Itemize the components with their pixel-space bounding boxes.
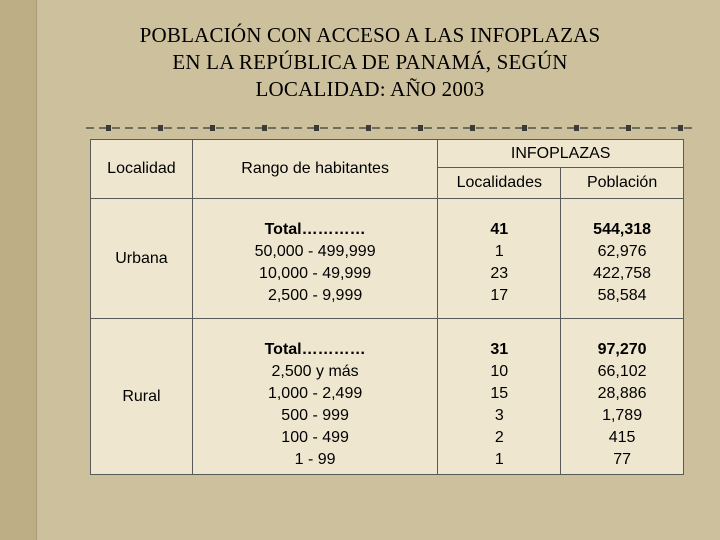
rural-poblacion-4: 415 [608,429,636,446]
urbana-rango-1: 50,000 - 499,999 [254,243,376,260]
urbana-poblacion-3: 58,584 [597,287,647,304]
urbana-localidades-0: 41 [490,221,509,238]
urbana-poblacion-2: 422,758 [593,265,652,282]
rural-rango-5: 1 - 99 [294,451,336,468]
header-localidades: Localidades [438,168,561,199]
rural-localidades-4: 2 [494,429,504,446]
group-name-rural: Rural [91,319,193,475]
urbana-localidades-2: 23 [490,265,509,282]
header-infoplazas: INFOPLAZAS [438,140,684,168]
title-line-2: EN LA REPÚBLICA DE PANAMÁ, SEGÚN [172,50,568,74]
slide-title [60,22,680,103]
table-group-urbana [91,199,684,319]
rural-localidades-2: 15 [490,385,509,402]
urbana-rango-2: 10,000 - 49,999 [259,265,372,282]
infoplazas-table [90,139,684,475]
rural-rango-4: 100 - 499 [281,429,349,446]
rural-rango-1: 2,500 y más [271,363,359,380]
rural-localidades-1: 10 [490,363,509,380]
rural-poblacion-5: 77 [613,451,631,468]
rural-rango-3: 500 - 999 [281,407,349,424]
rural-poblacion-0: 97,270 [597,341,647,358]
title-line-1: POBLACIÓN CON ACCESO A LAS INFOPLAZAS [139,23,601,47]
header-localidad: Localidad [91,140,193,199]
rural-poblacion-3: 1,789 [602,407,643,424]
rural-rango-2: 1,000 - 2,499 [267,385,363,402]
header-poblacion: Población [561,168,684,199]
rural-poblacion-1: 66,102 [597,363,647,380]
table-group-rural [91,319,684,475]
urbana-rango-0: Total………… [264,221,366,238]
urbana-rango-3: 2,500 - 9,999 [267,287,363,304]
rural-localidades-0: 31 [490,341,509,358]
header-rango: Rango de habitantes [192,140,437,199]
decorative-divider [86,121,696,135]
rural-localidades-3: 3 [494,407,504,424]
title-line-3: LOCALIDAD: AÑO 2003 [255,77,485,101]
urbana-localidades-3: 17 [490,287,509,304]
urbana-poblacion-0: 544,318 [593,221,652,238]
urbana-localidades-1: 1 [494,243,504,260]
rural-rango-0: Total………… [264,341,366,358]
rural-poblacion-2: 28,886 [597,385,647,402]
rural-localidades-5: 1 [494,451,504,468]
group-name-urbana: Urbana [91,199,193,319]
urbana-poblacion-1: 62,976 [597,243,647,260]
left-decorative-strip [0,0,37,540]
